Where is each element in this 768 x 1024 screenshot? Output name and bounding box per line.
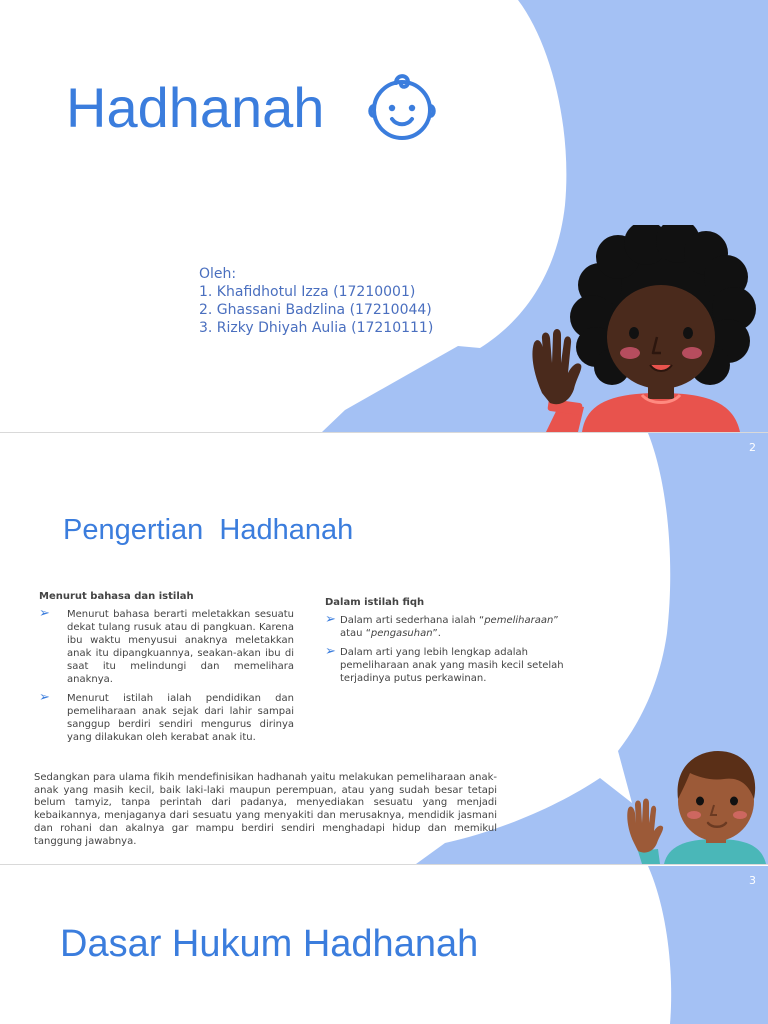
author-item: 2. Ghassani Badzlina (17210044) [199,302,432,318]
author-item: 3. Rizky Dhiyah Aulia (17210111) [199,320,434,336]
page-title: Hadhanah [66,76,325,139]
left-subheading: Menurut bahasa dan istilah [39,591,194,602]
arrow-bullet-icon: ➢ [39,690,50,705]
right-subheading: Dalam istilah fiqh [325,597,425,608]
page-number: 3 [749,874,756,887]
arrow-bullet-icon: ➢ [39,606,50,621]
author-item: 1. Khafidhotul Izza (17210001) [199,284,416,300]
authors-heading: Oleh: [199,266,237,282]
page-number: 2 [749,441,756,454]
slide-title: Dasar Hukum Hadhanah [60,923,479,965]
slide-1 [0,0,768,432]
baby-face-icon [368,72,436,140]
arrow-bullet-icon: ➢ [325,644,336,659]
authors-block [199,265,433,337]
left-bullet-list [39,606,294,744]
right-bullet-list [325,612,572,685]
slide-2 [0,433,768,864]
list-item: ➢ Menurut bahasa berarti meletakkan sesuatu dekat tulang rusuk atau di pangkuan. Karena ibu waktu menyusui anaknya meletakkan anak itu dipangkuannya, seakan-akan ibu di saat itu melindungi dan memelihara anaknya. [39,606,294,685]
list-item: ➢ Dalam arti yang lebih lengkap adalah pemeliharaan anak yang masih kecil setelah terjadinya putus perkawinan. [325,644,564,684]
list-item: ➢ Menurut istilah ialah pendidikan dan pemeliharaan anak sejak dari lahir sampai sanggup berdiri sendiri mengurus dirinya yang dilakukan oleh kerabat anak itu. [39,690,294,743]
waving-boy-illustration [620,743,768,864]
slide-title: Pengertian Hadhanah [63,514,354,546]
waving-girl-illustration [520,225,768,432]
definition-paragraph: Sedangkan para ulama fikih mendefinisikan hadhanah yaitu melakukan pemeliharaan anak-anak yang masih kecil, baik laki-laki maupun perempuan, atau yang sudah besar tetapi belum tamyiz, tanpa perintah dari padanya, menyediakan sesuatu yang menjadi kebaikannya, menjaganya dari sesuatu yang menyakiti dan merusaknya, mendidik jasmani dan rohani dan akalnya gar mampu berdiri sendiri menghadapi hidup dan memikul tanggung jawabnya. [34,772,497,847]
slide-3 [0,866,768,1024]
arrow-bullet-icon: ➢ [325,612,336,627]
slide-divider [0,864,768,865]
list-item: ➢ Dalam arti sederhana ialah “pemeliharaan” atau “pengasuhan”. [325,612,559,639]
